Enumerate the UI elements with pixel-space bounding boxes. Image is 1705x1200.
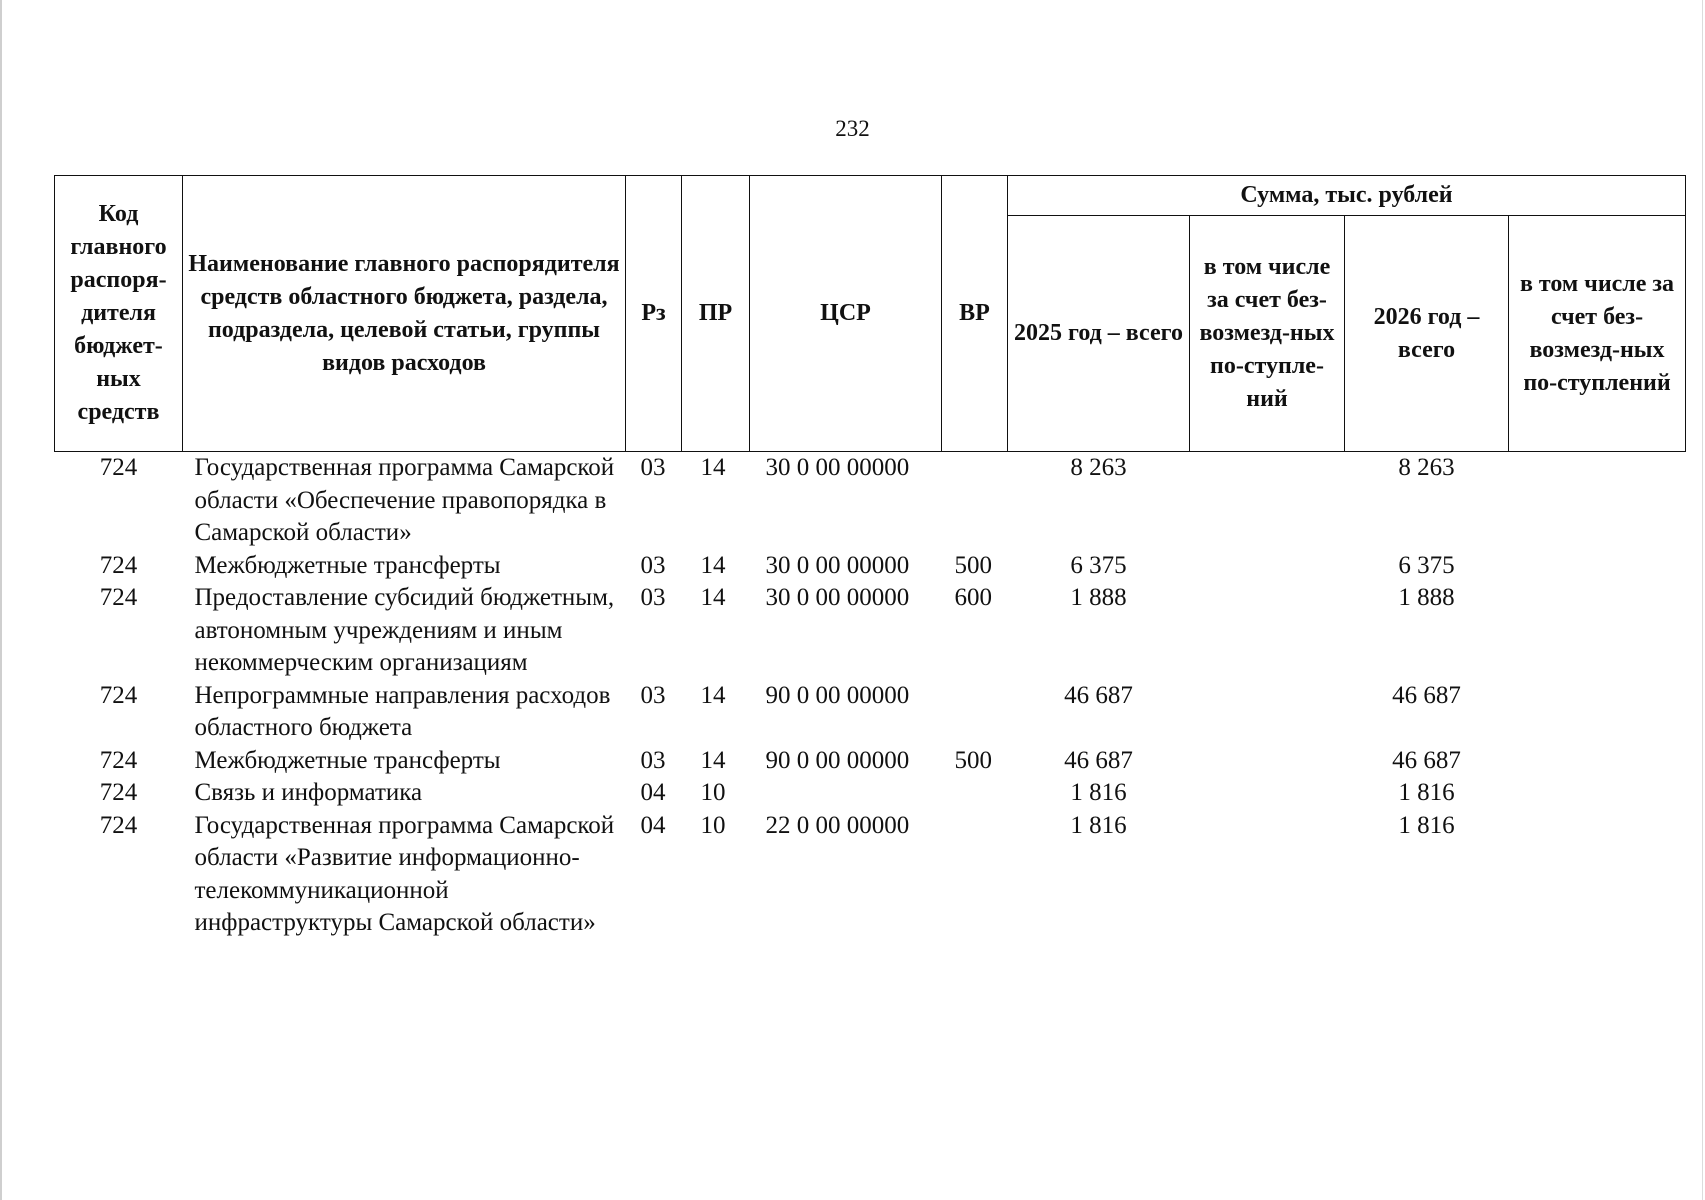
cell-2026-total: 1 888 [1398, 584, 1455, 611]
cell-code: 724 [99, 746, 138, 774]
cell-pr: 10 [700, 779, 726, 806]
cell-2026-gratuitous [1509, 452, 1686, 550]
cell-pr: 14 [700, 746, 726, 774]
cell-vr [942, 777, 1008, 810]
cell-2026-gratuitous [1509, 550, 1686, 583]
cell-name: Непрограммные направления расходов областного бюджета [194, 681, 611, 741]
cell-rz: 04 [640, 779, 666, 806]
table-row [55, 810, 1686, 940]
header-vr: ВР [942, 176, 1008, 452]
page-number: 232 [835, 116, 870, 141]
cell-2025-total: 8 263 [1070, 454, 1127, 481]
cell-rz: 03 [640, 454, 666, 481]
table-row [55, 550, 1686, 583]
scan-left-edge [0, 0, 2, 1200]
cell-2026-gratuitous [1509, 745, 1686, 778]
header-rz: Рз [626, 176, 682, 452]
header-2026-gratuitous: в том числе за счет без-возмезд-ных по-ступлений [1509, 216, 1686, 452]
table-row [55, 777, 1686, 810]
cell-name: Связь и информатика [194, 779, 423, 806]
cell-2025-gratuitous [1190, 680, 1345, 745]
cell-2025-total: 46 687 [1064, 681, 1133, 709]
table-row [55, 680, 1686, 745]
cell-name: Государственная программа Самарской области «Обеспечение правопорядка в Самарской области» [194, 454, 615, 546]
cell-2026-gratuitous [1509, 777, 1686, 810]
table-header [55, 176, 1686, 452]
table-row [55, 582, 1686, 680]
cell-vr [942, 452, 1008, 550]
cell-vr: 500 [954, 551, 992, 579]
cell-rz: 03 [640, 584, 666, 611]
scan-right-edge [1702, 0, 1703, 1200]
cell-vr: 500 [954, 746, 992, 774]
cell-csr: 90 0 00 00000 [765, 746, 910, 774]
cell-2025-gratuitous [1190, 452, 1345, 550]
cell-rz: 04 [640, 811, 666, 839]
cell-name: Межбюджетные трансферты [194, 551, 501, 579]
cell-2025-total: 1 816 [1070, 779, 1127, 806]
cell-name: Государственная программа Самарской области «Развитие информационно-телекоммуникационной инфраструктуры Самарской области» [194, 811, 615, 936]
cell-csr: 30 0 00 00000 [765, 584, 910, 611]
cell-code: 724 [99, 584, 138, 611]
cell-rz: 03 [640, 746, 666, 774]
cell-2025-gratuitous [1190, 550, 1345, 583]
cell-2026-total: 8 263 [1398, 454, 1455, 481]
cell-csr: 30 0 00 00000 [765, 551, 910, 579]
cell-rz: 03 [640, 681, 666, 709]
cell-name: Межбюджетные трансферты [194, 746, 501, 774]
cell-2025-total: 1 888 [1070, 584, 1127, 611]
cell-2026-total: 46 687 [1392, 746, 1461, 774]
cell-2026-gratuitous [1509, 810, 1686, 940]
table-body [55, 452, 1686, 940]
cell-2025-gratuitous [1190, 582, 1345, 680]
cell-rz: 03 [640, 551, 666, 579]
header-name: Наименование главного распорядителя средств областного бюджета, раздела, подраздела, целевой статьи, группы видов расходов [183, 176, 626, 452]
cell-2026-gratuitous [1509, 582, 1686, 680]
header-2025-gratuitous: в том числе за счет без-возмезд-ных по-ступле-ний [1190, 216, 1345, 452]
cell-csr [750, 777, 942, 810]
table-row [55, 745, 1686, 778]
header-sum-group: Сумма, тыс. рублей [1008, 176, 1686, 216]
cell-2025-gratuitous [1190, 777, 1345, 810]
cell-pr: 10 [700, 811, 726, 839]
cell-csr: 22 0 00 00000 [765, 811, 910, 839]
header-pr: ПР [682, 176, 750, 452]
cell-csr: 30 0 00 00000 [765, 454, 910, 481]
cell-2025-gratuitous [1190, 810, 1345, 940]
cell-code: 724 [99, 551, 138, 579]
cell-code: 724 [99, 779, 138, 806]
header-2025-total: 2025 год – всего [1008, 216, 1190, 452]
table-row [55, 452, 1686, 550]
cell-2026-gratuitous [1509, 680, 1686, 745]
cell-2025-total: 46 687 [1064, 746, 1133, 774]
cell-2025-total: 1 816 [1070, 811, 1127, 839]
cell-pr: 14 [700, 551, 726, 579]
cell-vr: 600 [954, 584, 992, 611]
cell-pr: 14 [700, 681, 726, 709]
cell-vr [942, 680, 1008, 745]
cell-pr: 14 [700, 584, 726, 611]
cell-csr: 90 0 00 00000 [765, 681, 910, 709]
cell-2026-total: 1 816 [1398, 779, 1455, 806]
cell-2025-gratuitous [1190, 745, 1345, 778]
cell-2026-total: 46 687 [1392, 681, 1461, 709]
cell-pr: 14 [700, 454, 726, 481]
header-2026-total: 2026 год – всего [1345, 216, 1509, 452]
budget-allocation-table [54, 175, 1686, 940]
cell-2026-total: 1 816 [1398, 811, 1455, 839]
cell-code: 724 [99, 681, 138, 709]
cell-vr [942, 810, 1008, 940]
cell-2026-total: 6 375 [1398, 551, 1455, 579]
cell-2025-total: 6 375 [1070, 551, 1127, 579]
header-code: Код главного распоря-дителя бюджет-ных средств [55, 176, 183, 452]
cell-name: Предоставление субсидий бюджетным, автономным учреждениям и иным некоммерческим организациям [194, 584, 615, 676]
cell-code: 724 [99, 811, 138, 839]
cell-code: 724 [99, 454, 138, 481]
header-csr: ЦСР [750, 176, 942, 452]
